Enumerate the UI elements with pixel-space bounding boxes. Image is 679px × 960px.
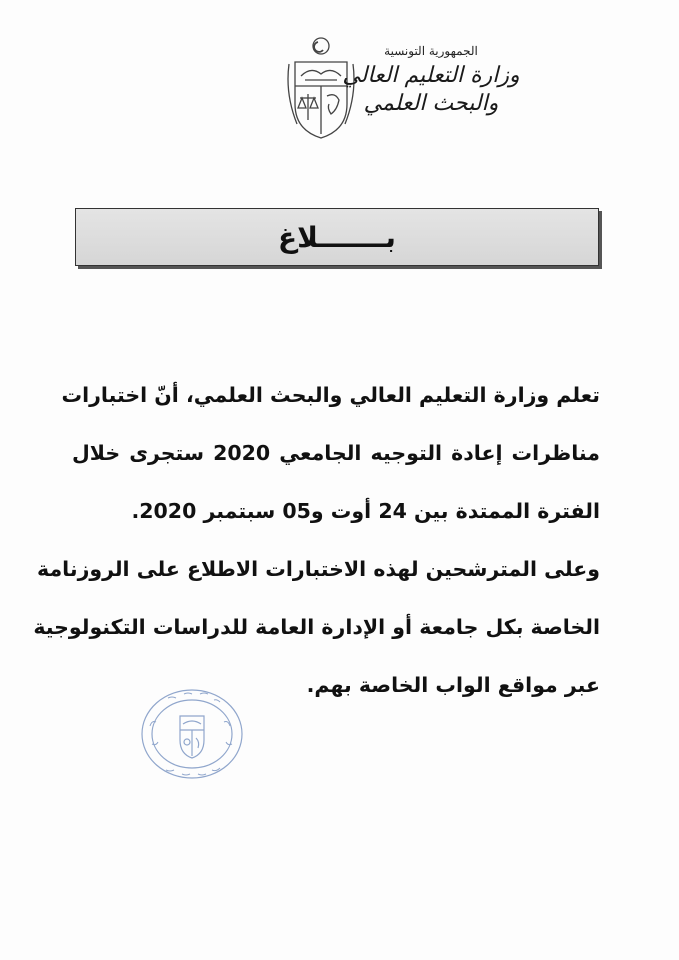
body-line: تعلم وزارة التعليم العالي والبحث العلمي، أنّ اختبارات — [61, 383, 600, 407]
body-line: مناظرات إعادة التوجيه الجامعي 2020 ستجرى خلال — [72, 441, 600, 465]
body-line: الخاصة بكل جامعة أو الإدارة العامة للدراسات التكنولوجية — [33, 615, 600, 639]
ministry-name-line2: والبحث العلمي — [363, 91, 499, 116]
republic-name: الجمهورية التونسية — [384, 44, 478, 58]
announcement-body — [33, 366, 600, 714]
announcement-title-box — [75, 208, 599, 266]
body-line: عبر مواقع الواب الخاصة بهم. — [306, 673, 600, 697]
ministry-name-line1: وزارة التعليم العالي — [342, 63, 520, 88]
ministry-seal-icon — [138, 686, 246, 782]
announcement-title: بـــــــلاغ — [278, 220, 396, 254]
body-line: وعلى المترشحين لهذه الاختبارات الاطلاع على الروزنامة — [37, 557, 600, 581]
body-line: الفترة الممتدة بين 24 أوت و05 سبتمبر 2020. — [131, 499, 600, 523]
ministry-header — [331, 44, 531, 118]
